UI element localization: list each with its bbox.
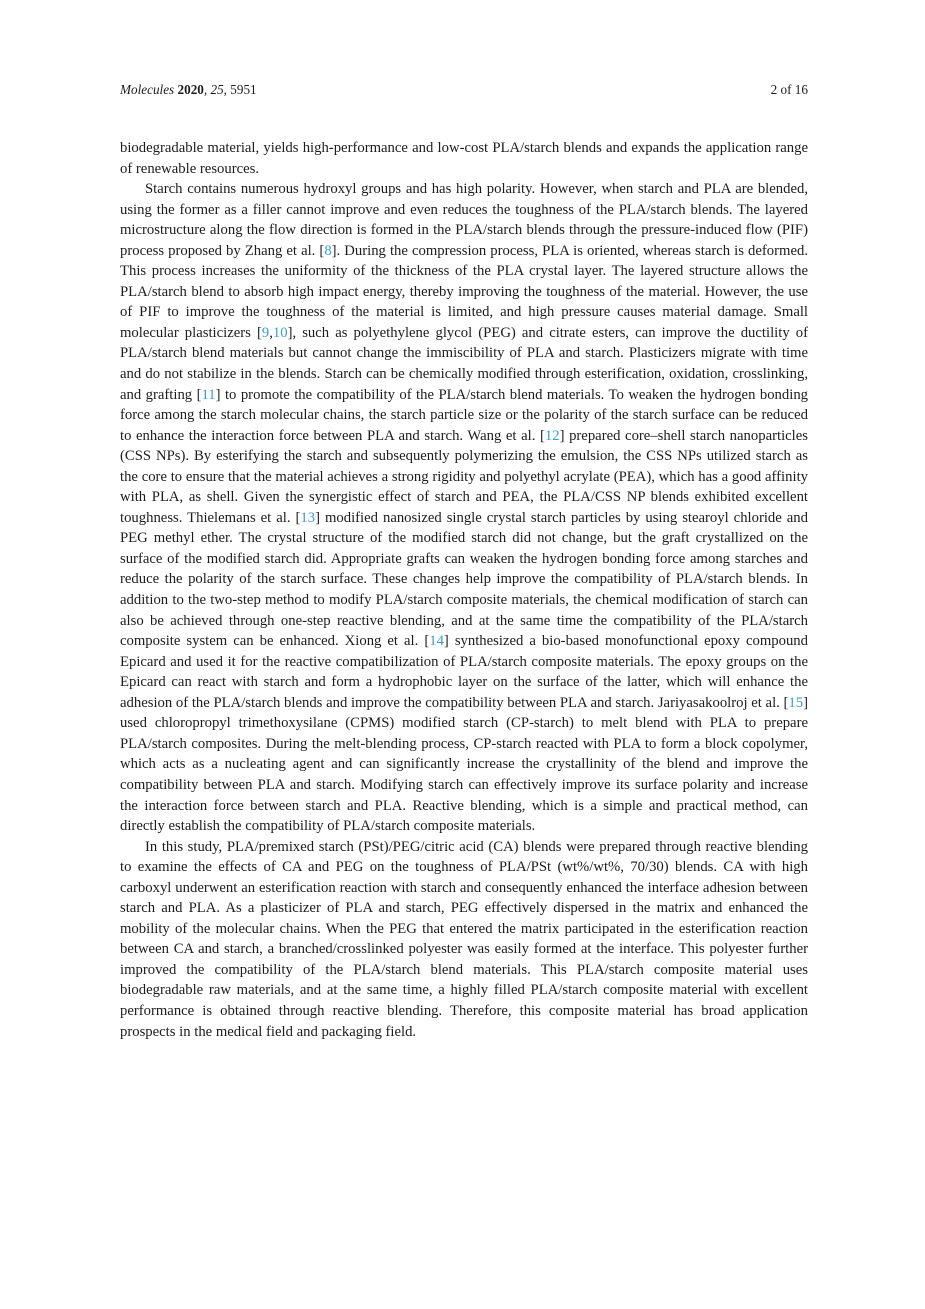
running-header [120, 82, 808, 98]
citation-link[interactable]: 14 [429, 633, 444, 650]
page-body [120, 138, 808, 1042]
paragraph: biodegradable material, yields high-performance and low-cost PLA/starch blends and expands the application range of renewable resources. [120, 140, 808, 177]
citation-link[interactable]: 12 [544, 427, 560, 444]
journal-volume: , 25 [203, 82, 224, 97]
citation-link[interactable]: 10 [272, 324, 288, 341]
page-number: 2 of 16 [770, 82, 808, 97]
citation-link[interactable]: 8 [324, 242, 332, 259]
paragraph: Starch contains numerous hydroxyl groups and has high polarity. However, when starch and PLA are blended, using the former as a filler cannot improve and even reduces the toughness of the PLA/starch blends. The layered microstructure along the flow direction is formed in the PLA/starch blends through the pressure-induced flow (PIF) process proposed by Zhang et al. [8]. During the compression process, PLA is oriented, whereas starch is deformed. This process increases the uniformity of the thickness of the PLA crystal layer. The layered structure allows the PLA/starch blend to absorb high impact energy, thereby improving the toughness of the material. However, the use of PIF to improve the toughness of the material is limited, and high pressure causes material damage. Small molecular plasticizers [9,10], such as polyethylene glycol (PEG) and citrate esters, can improve the ductility of PLA/starch blend materials but cannot change the immiscibility of PLA and starch. Plasticizers migrate with time and do not stabilize in the blends. Starch can be chemically modified through esterification, oxidation, crosslinking, and grafting [11] to promote the compatibility of the PLA/starch blend materials. To weaken the hydrogen bonding force among the starch molecular chains, the starch particle size or the polarity of the starch surface can be reduced to enhance the interaction force between PLA and starch. Wang et al. [12] prepared core–shell starch nanoparticles (CSS NPs). By esterifying the starch and subsequently polymerizing the emulsion, the CSS NPs utilized starch as the core to ensure that the material achieves a strong rigidity and polyethyl acrylate (PEA), which has a good affinity with PLA, as shell. Given the synergistic effect of starch and PEA, the PLA/CSS NP blends exhibited excellent toughness. Thielemans et al. [13] modified nanosized single crystal starch particles by using stearoyl chloride and PEG methyl ether. The crystal structure of the modified starch did not change, but the graft crystallized on the surface of the modified starch did. Appropriate grafts can weaken the hydrogen bonding force among starches and reduce the polarity of the starch surface. These changes help improve the compatibility of PLA/starch blends. In addition to the two-step method to modify PLA/starch composite materials, the chemical modification of starch can also be achieved through one-step reactive blending, and at the same time the compatibility of the PLA/starch composite system can be enhanced. Xiong et al. [14] synthesized a bio-based monofunctional epoxy compound Epicard and used it for the reactive compatibilization of PLA/starch composite materials. The epoxy groups on the Epicard can react with starch and form a hydrophobic layer on the surface of the latter, which will enhance the adhesion of the PLA/starch blends and improve the compatibility between PLA and starch. Jariyasakoolroj et al. [15] used chloropropyl trimethoxysilane (CPMS) modified starch (CP-starch) to melt blend with PLA to prepare PLA/starch composites. During the melt-blending process, CP-starch reacted with PLA to form a block copolymer, which acts as a nucleating agent and can significantly increase the crystallinity of the blend and improve the compatibility between PLA and starch. Modifying starch can effectively improve its surface polarity and increase the interaction force between starch and PLA. Reactive blending, which is a simple and practical method, can directly establish the compatibility of PLA/starch composite materials. [120, 181, 809, 835]
citation-link[interactable]: 11 [201, 386, 216, 403]
journal-pages: , 5951 [223, 82, 257, 97]
citation-link[interactable]: 15 [788, 694, 804, 711]
journal-citation [120, 82, 257, 98]
journal-name: Molecules [120, 82, 175, 97]
journal-year: 2020 [174, 82, 204, 97]
paragraph: In this study, PLA/premixed starch (PSt)/PEG/citric acid (CA) blends were prepared through reactive blending to examine the effects of CA and PEG on the toughness of PLA/PSt (wt%/wt%, 70/30) blends. CA with high carboxyl underwent an esterification reaction with starch and consequently enhanced the interface adhesion between starch and PLA. As a plasticizer of PLA and starch, PEG effectively dispersed in the matrix and enhanced the mobility of the molecular chains. When the PEG that entered the matrix participated in the esterification reaction between CA and starch, a branched/crosslinked polyester was easily formed at the interface. This polyester further improved the compatibility of the PLA/starch blend materials. This PLA/starch composite material uses biodegradable raw materials, and at the same time, a highly filled PLA/starch composite material with excellent performance is obtained through reactive blending. Therefore, this composite material has broad application prospects in the medical field and packaging field. [120, 838, 808, 1040]
citation-link[interactable]: 13 [300, 509, 316, 526]
citation-link[interactable]: 9 [261, 324, 270, 341]
